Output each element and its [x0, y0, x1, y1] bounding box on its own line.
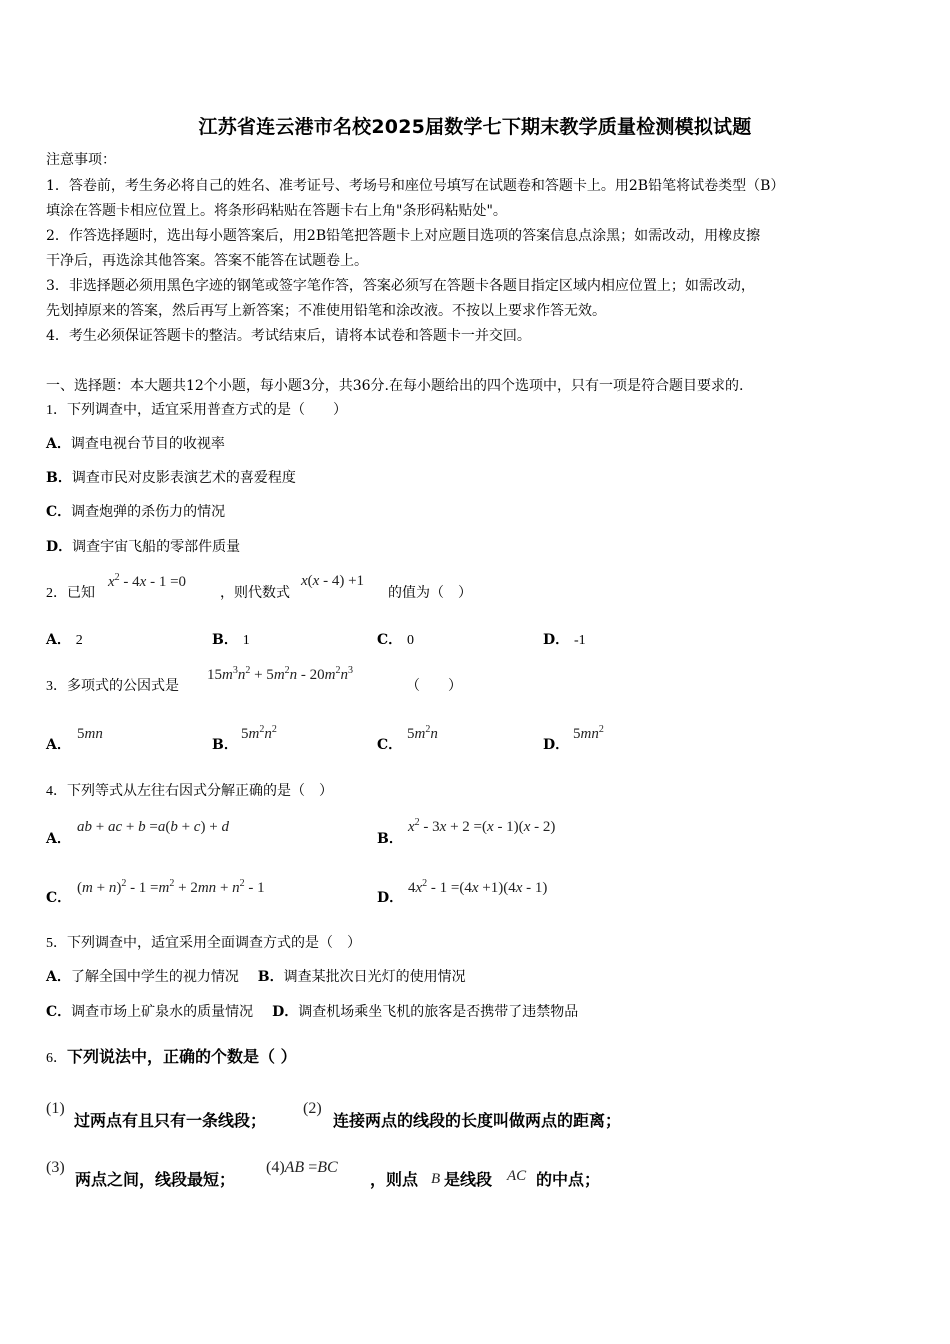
question-number: 5．	[46, 936, 67, 951]
notes-line: 3．非选择题必须用黑色字迹的钢笔或签字笔作答，答案必须写在答题卡各题目指定区域内相应位置上；如需改动，	[46, 278, 755, 294]
options-row	[46, 1002, 578, 1022]
question-text: 的值为（ ）	[388, 585, 472, 601]
option-label: C．	[46, 504, 72, 520]
option-b: B．	[212, 737, 238, 753]
option-d: D．	[377, 890, 404, 906]
section-heading: 一、选择题：本大题共12个小题，每小题3分，共36分.在每小题给出的四个选项中，只有一项是符合题目要求的.	[46, 378, 744, 394]
option-label: B．	[46, 470, 72, 486]
notes-line: 先划掉原来的答案，然后再写上新答案；不准使用铅笔和涂改液。不按以上要求作答无效。	[46, 303, 606, 319]
formula-equation: $x^2 - 4x - 1 =0$	[108, 572, 187, 590]
notes-heading: 注意事项：	[46, 152, 116, 168]
option-b-formula: $5m^2n^2$	[241, 724, 277, 742]
formula-polynomial: $15m^3n^2 + 5m^2n - 20m^2n^3$	[207, 665, 353, 683]
question-stem: 下列调查中，适宜采用普查方式的是（ ）	[67, 402, 347, 418]
segment-ac: AC	[507, 1168, 527, 1184]
option-d-formula: $4x^2 - 1 =(4x +1)(4x - 1)$	[408, 878, 548, 896]
option-label: C．	[46, 1004, 72, 1020]
question-stem: 下列调查中，适宜采用全面调查方式的是（ ）	[67, 935, 361, 951]
option-label: D．	[272, 1004, 299, 1020]
option-text: 调查宇宙飞船的零部件质量	[72, 539, 241, 555]
option-d-formula: $5mn^2$	[573, 724, 604, 742]
statement-1-marker: (1)	[46, 1100, 65, 1117]
question-number: 2．	[46, 586, 67, 601]
option-b: B． 1	[212, 632, 250, 648]
question-6	[46, 1047, 297, 1069]
option-label: A．	[46, 436, 71, 452]
option-a: A．	[46, 737, 71, 753]
option-b: B．	[377, 831, 403, 847]
notes-line: 1．答卷前，考生务必将自己的姓名、准考证号、考场号和座位号填写在试题卷和答题卡上。用2B铅笔将试卷类型（B）	[46, 178, 785, 194]
notes-line: 2．作答选择题时，选出每小题答案后，用2B铅笔把答题卡上对应题目选项的答案信息点涂黑；如需改动，用橡皮擦	[46, 228, 761, 244]
options-row	[46, 967, 466, 987]
answer-paren: （ ）	[406, 678, 462, 694]
option-text: 调查炮弹的杀伤力的情况	[71, 504, 226, 520]
option-d	[46, 537, 240, 557]
question-5	[46, 933, 361, 954]
option-c-formula: $5m^2n$	[407, 724, 438, 742]
option-text: 了解全国中学生的视力情况	[70, 969, 239, 985]
statement-4-formula: (4)AB =BC	[266, 1159, 338, 1176]
question-number: 6．	[46, 1051, 67, 1066]
question-stem: 已知	[67, 585, 95, 601]
option-text: 调查市场上矿泉水的质量情况	[71, 1004, 254, 1020]
option-text: 调查某批次日光灯的使用情况	[283, 969, 466, 985]
question-stem: 多项式的公因式是	[67, 678, 179, 694]
question-2	[46, 583, 95, 604]
option-label: B．	[257, 969, 284, 985]
statement-3-marker: (3)	[46, 1159, 65, 1176]
page-title: 江苏省连云港市名校2025届数学七下期末教学质量检测模拟试题	[198, 116, 752, 138]
option-b	[46, 468, 296, 488]
option-d: D．	[543, 737, 570, 753]
option-label: A．	[46, 969, 71, 985]
notes-line: 4．考生必须保证答题卡的整洁。考试结束后，请将本试卷和答题卡一并交回。	[46, 328, 531, 344]
question-stem: 下列等式从左往右因式分解正确的是（ ）	[67, 783, 333, 799]
option-d: D． -1	[543, 632, 586, 648]
question-3	[46, 676, 179, 697]
statement-2-marker: (2)	[303, 1100, 322, 1117]
option-text: 调查电视台节目的收视率	[70, 436, 225, 452]
option-a-formula: ab + ac + b =a(b + c) + d	[77, 819, 229, 835]
option-a: A． 2	[46, 632, 83, 648]
formula-expression: x(x - 4) +1	[301, 573, 365, 589]
option-text: 调查机场乘坐飞机的旅客是否携带了违禁物品	[298, 1004, 579, 1020]
option-a: A．	[46, 831, 71, 847]
question-number: 1．	[46, 403, 67, 418]
option-c: C．	[46, 890, 72, 906]
statement-3: 两点之间，线段最短；	[75, 1170, 236, 1189]
question-stem: 下列说法中，正确的个数是（ ）	[67, 1047, 297, 1066]
question-1	[46, 400, 347, 421]
question-4	[46, 781, 333, 802]
question-number: 3．	[46, 679, 67, 694]
question-number: 4．	[46, 784, 67, 799]
option-text: 调查市民对皮影表演艺术的喜爱程度	[71, 470, 296, 486]
notes-line: 填涂在答题卡相应位置上。将条形码粘贴在答题卡右上角"条形码粘贴处"。	[46, 203, 507, 219]
question-text: ，则代数式	[220, 585, 290, 601]
statement-4-text: 是线段	[444, 1170, 493, 1189]
statement-2: 连接两点的线段的长度叫做两点的距离；	[333, 1111, 622, 1130]
statement-4-text: 的中点；	[536, 1170, 601, 1189]
option-b-formula: $x^2 - 3x + 2 =(x - 1)(x - 2)$	[408, 817, 556, 835]
notes-line: 干净后，再选涂其他答案。答案不能答在试题卷上。	[46, 253, 368, 269]
option-c	[46, 502, 225, 522]
option-a	[46, 434, 225, 454]
option-c-formula: $(m + n)^2 - 1 =m^2 + 2mn + n^2 - 1$	[77, 878, 265, 896]
statement-1: 过两点有且只有一条线段；	[74, 1111, 267, 1130]
statement-4-text: ，则点	[370, 1170, 419, 1189]
option-c: C． 0	[377, 632, 415, 648]
option-c: C．	[377, 737, 403, 753]
option-a-formula: 5mn	[77, 726, 103, 742]
point-b: B	[431, 1171, 441, 1187]
option-label: D．	[46, 539, 73, 555]
